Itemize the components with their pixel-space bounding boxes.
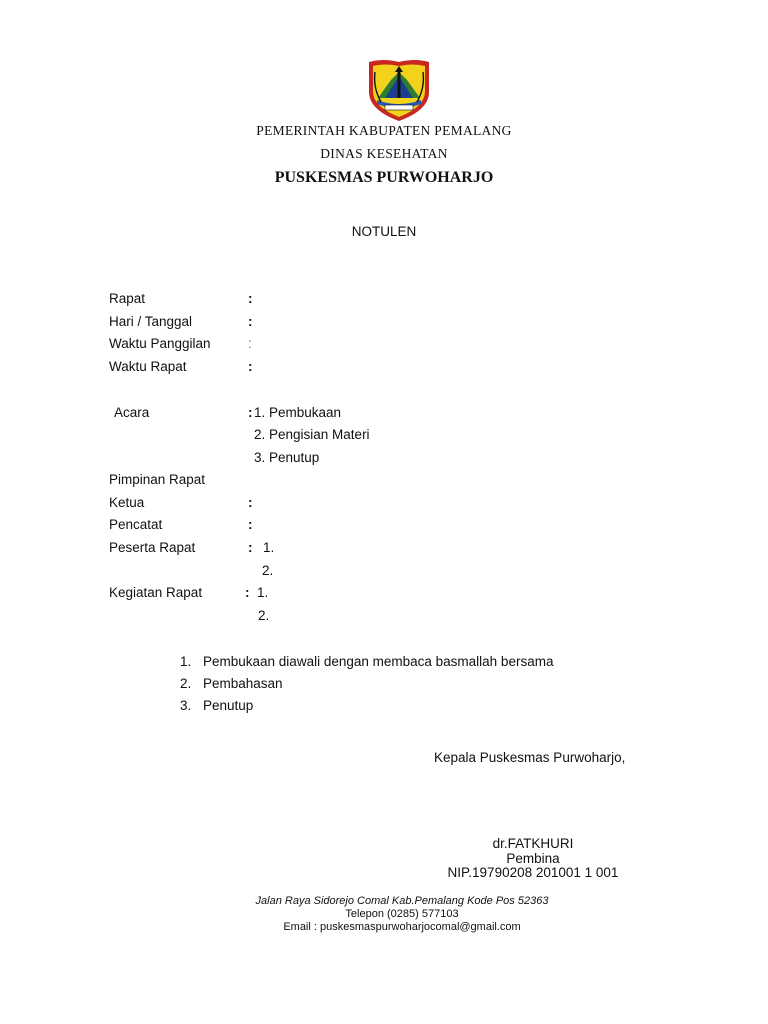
colon: : [245, 585, 250, 600]
label-waktu-rapat: Waktu Rapat [109, 359, 187, 374]
emblem-shield-icon [365, 58, 433, 124]
signature-position: Kepala Puskesmas Purwoharjo, [434, 750, 626, 765]
colon: : [248, 291, 253, 306]
colon: : [248, 359, 253, 374]
footer-email: Email : puskesmaspurwoharjocomal@gmail.com [283, 921, 521, 933]
colon: : [248, 336, 252, 351]
acara-item: 2. Pengisian Materi [254, 427, 370, 442]
header-government: PEMERINTAH KABUPATEN PEMALANG [256, 123, 512, 138]
document-title: NOTULEN [351, 224, 417, 239]
signature-nip: NIP.19790208 201001 1 001 [447, 865, 619, 880]
label-pencatat: Pencatat [109, 517, 163, 532]
header-institution: PUSKESMAS PURWOHARJO [274, 169, 494, 186]
label-acara: Acara [114, 405, 150, 420]
colon: : [248, 540, 253, 555]
colon: : [248, 495, 253, 510]
signature-rank: Pembina [506, 851, 560, 866]
footer-address: Jalan Raya Sidorejo Comal Kab.Pemalang Kode Pos 52363 [255, 895, 549, 907]
colon: : [248, 314, 253, 329]
label-waktu-panggilan: Waktu Panggilan [109, 336, 211, 351]
list-number: 3. [180, 698, 192, 713]
peserta-item: 1. [263, 540, 275, 555]
list-number: 2. [180, 676, 192, 691]
label-ketua: Ketua [109, 495, 145, 510]
peserta-item: 2. [262, 563, 274, 578]
label-hari-tanggal: Hari / Tanggal [109, 314, 193, 329]
colon: : [248, 405, 253, 420]
footer-phone: Telepon (0285) 577103 [345, 908, 459, 920]
acara-item: 1. Pembukaan [254, 405, 342, 420]
label-peserta-rapat: Peserta Rapat [109, 540, 196, 555]
regency-emblem [365, 58, 433, 124]
list-item: Pembahasan [203, 676, 283, 691]
label-pimpinan-rapat: Pimpinan Rapat [109, 472, 206, 487]
list-item: Pembukaan diawali dengan membaca basmallah bersama [203, 654, 554, 669]
label-rapat: Rapat [109, 291, 146, 306]
label-kegiatan-rapat: Kegiatan Rapat [109, 585, 203, 600]
header-department: DINAS KESEHATAN [320, 146, 448, 161]
list-item: Penutup [203, 698, 254, 713]
list-number: 1. [180, 654, 192, 669]
colon: : [248, 517, 253, 532]
signature-name: dr.FATKHURI [492, 836, 574, 851]
acara-item: 3. Penutup [254, 450, 320, 465]
kegiatan-item: 2. [258, 608, 270, 623]
kegiatan-item: 1. [257, 585, 269, 600]
